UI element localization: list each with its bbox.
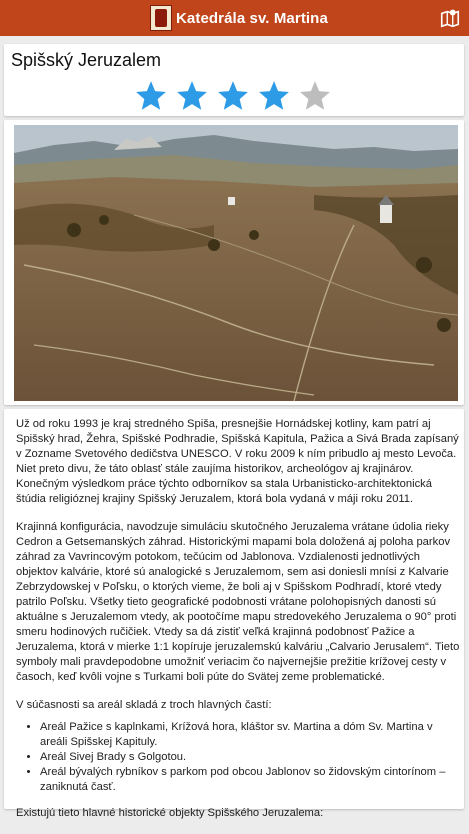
page-title: Spišský Jeruzalem bbox=[11, 50, 162, 70]
list-item: • Areál bývalých rybníkov s parkom pod obcou Jablonov so židovským cintorínom – zaniknutá časť. bbox=[40, 765, 460, 795]
list-item: • Areál Sivej Brady s Golgotou. bbox=[40, 750, 460, 765]
app-title: Katedrála sv. Martina bbox=[176, 9, 328, 27]
star-empty-icon bbox=[296, 79, 334, 113]
star-filled-icon bbox=[214, 79, 252, 113]
star-rating bbox=[132, 79, 334, 113]
parts-list bbox=[40, 720, 460, 795]
paragraph-objects-intro: Existujú tieto hlavné historické objekty Spišského Jeruzalema: bbox=[16, 807, 324, 819]
paragraph-parts-intro: V súčasnosti sa areál skladá z troch hlavných častí: bbox=[16, 699, 272, 711]
star-filled-icon bbox=[132, 79, 170, 113]
star-filled-icon bbox=[173, 79, 211, 113]
app-bar bbox=[0, 0, 469, 36]
paragraph-intro: Už od roku 1993 je kraj stredného Spiša, presnejšie Hornádskej kotliny, kam patrí aj Spišský hrad, Žehra, Spišské Podhradie, Spišská Kapitula, Pažica a Sivá Brada zapísaný v Zozname Svetového dedičstva UNESCO. V roku 2009 k ním pribudlo aj mesto Levoča. Niet preto divu, že táto oblasť stále zaujíma historikov, archeológov aj krajinárov. Konečným výsledkom práce týchto odborníkov sa stala Urbanisticko-architektonická štúdia religióznej krajiny Spišský Jeruzalem, ktorá bola vydaná v máji roku 2011. bbox=[16, 418, 459, 505]
cathedral-logo-icon bbox=[150, 5, 172, 31]
map-icon[interactable] bbox=[439, 7, 461, 29]
list-item: • Areál Pažice s kaplnkami, Krížová hora, kláštor sv. Martina a dóm Sv. Martina v areáli Spišskej Kapituly. bbox=[40, 720, 460, 750]
landscape-photo bbox=[14, 125, 458, 401]
text-card bbox=[4, 409, 464, 819]
star-filled-icon bbox=[255, 79, 293, 113]
paragraph-configuration: Krajinná konfigurácia, navodzuje simuláciu skutočného Jeruzalema vrátane údolia rieky Cedron a Getsemanských záhrad. Historickými mapami bola doložená aj poloha parkov záhrad za Vavrincovým potokom, tečúcim od Jablonova. Vzdialenosti jednotlivých objektov kalvárie, ktoré sú analogické s Jeruzalemom, sem asi doniesli mnísi z Kalvarie Zebrzydowskej v Poľsku, o ktorých vieme, že boli aj v Spišskom Podhradí, ktoré vtedy patrilo Poľsku. Všetky tieto geografické podobnosti vrátane polohopisných danosti sú aktuálne s Jeruzalemom vtedy, ak pootočíme mapu stredovekého Jeruzalema o 90° proti smeru hodinových ručičiek. Vtedy sa dá zistiť veľká krajinná podobnosť Pažice a Jeruzalema, ktorá v mierke 1:1 kopíruje jeruzalemskú kalváriu „Calvario Jerusalem“. Tieto symboly mali pravdepodobne umožniť veriacim čo najvernejšie prežitie krížovej cesty v časoch, keď kvôli vojne s Turkami boli púte do Svätej zeme problematické. bbox=[16, 521, 460, 683]
article-text bbox=[16, 417, 460, 834]
image-card bbox=[4, 120, 464, 405]
